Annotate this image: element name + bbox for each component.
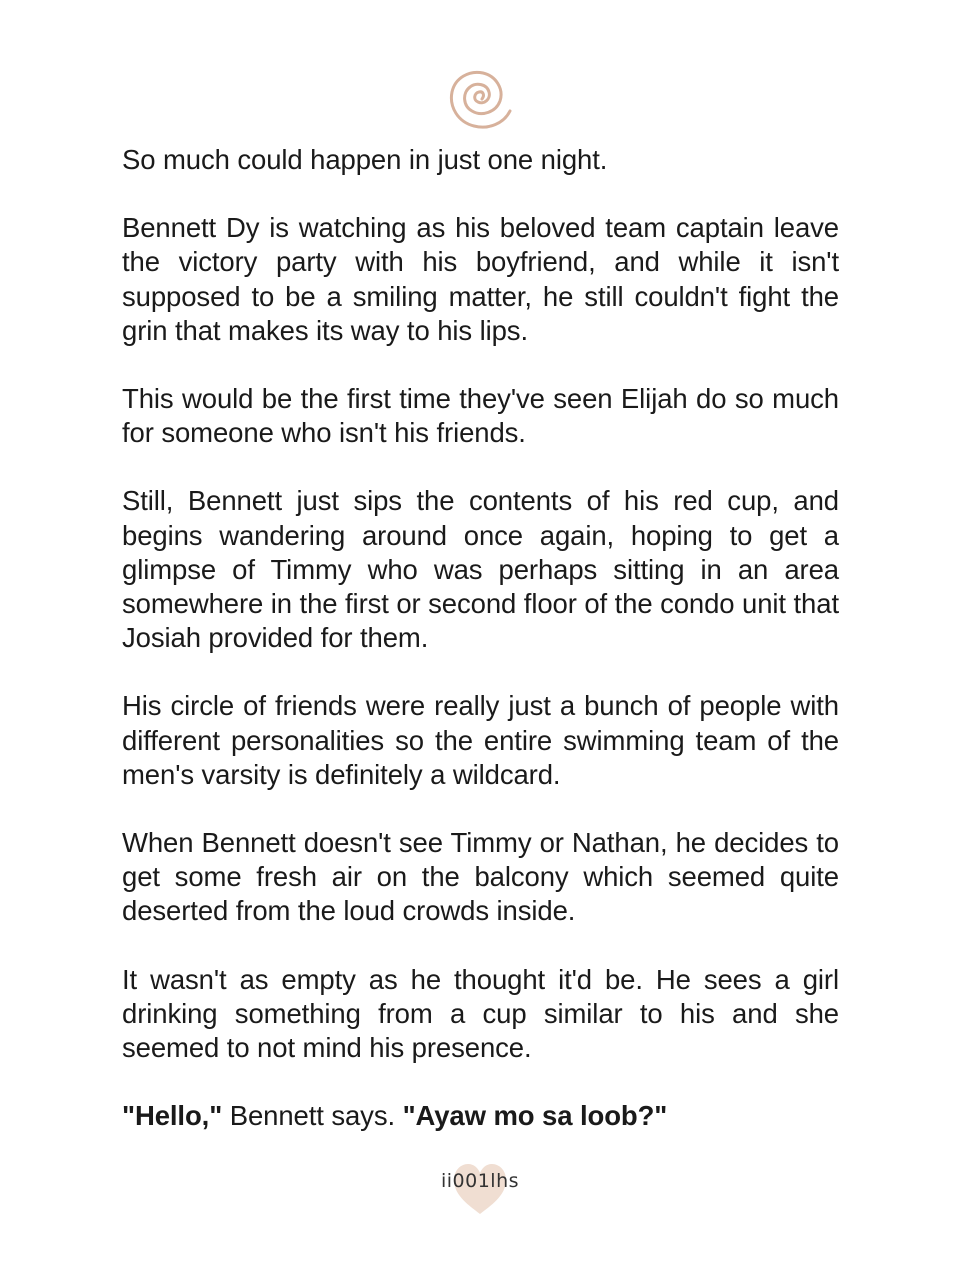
author-handle: ii001lhs xyxy=(440,1170,520,1192)
story-text xyxy=(122,143,839,1167)
dialogue-narration: Bennett says. xyxy=(222,1100,403,1132)
paragraph-5: His circle of friends were really just a bunch of people with different personalities so the entire swimming team of the men's varsity is definitely a wildcard. xyxy=(122,690,839,790)
paragraph-3: This would be the first time they've seen Elijah do so much for someone who isn't his friends. xyxy=(122,383,839,449)
paragraph-8 xyxy=(122,1099,839,1133)
dialogue-hello: "Hello," xyxy=(122,1100,223,1132)
swirl-icon xyxy=(438,62,522,134)
paragraph-4: Still, Bennett just sips the contents of his red cup, and begins wandering around once again, hoping to get a glimpse of Timmy who was perhaps sitting in an area somewhere in the first or second floor of the condo unit that Josiah provided for them. xyxy=(122,485,839,654)
paragraph-1: So much could happen in just one night. xyxy=(122,144,608,175)
author-watermark xyxy=(430,1148,530,1220)
paragraph-7: It wasn't as empty as he thought it'd be. He sees a girl drinking something from a cup similar to his and she seemed to not mind his presence. xyxy=(122,963,839,1064)
paragraph-6: When Bennett doesn't see Timmy or Nathan, he decides to get some fresh air on the balcony which seemed quite deserted from the loud crowds inside. xyxy=(122,827,839,927)
paragraph-2: Bennett Dy is watching as his beloved team captain leave the victory party with his boyfriend, and while it isn't supposed to be a smiling matter, he still couldn't fight the grin that makes its way to his lips. xyxy=(122,212,839,346)
dialogue-question: "Ayaw mo sa loob?" xyxy=(402,1100,668,1132)
